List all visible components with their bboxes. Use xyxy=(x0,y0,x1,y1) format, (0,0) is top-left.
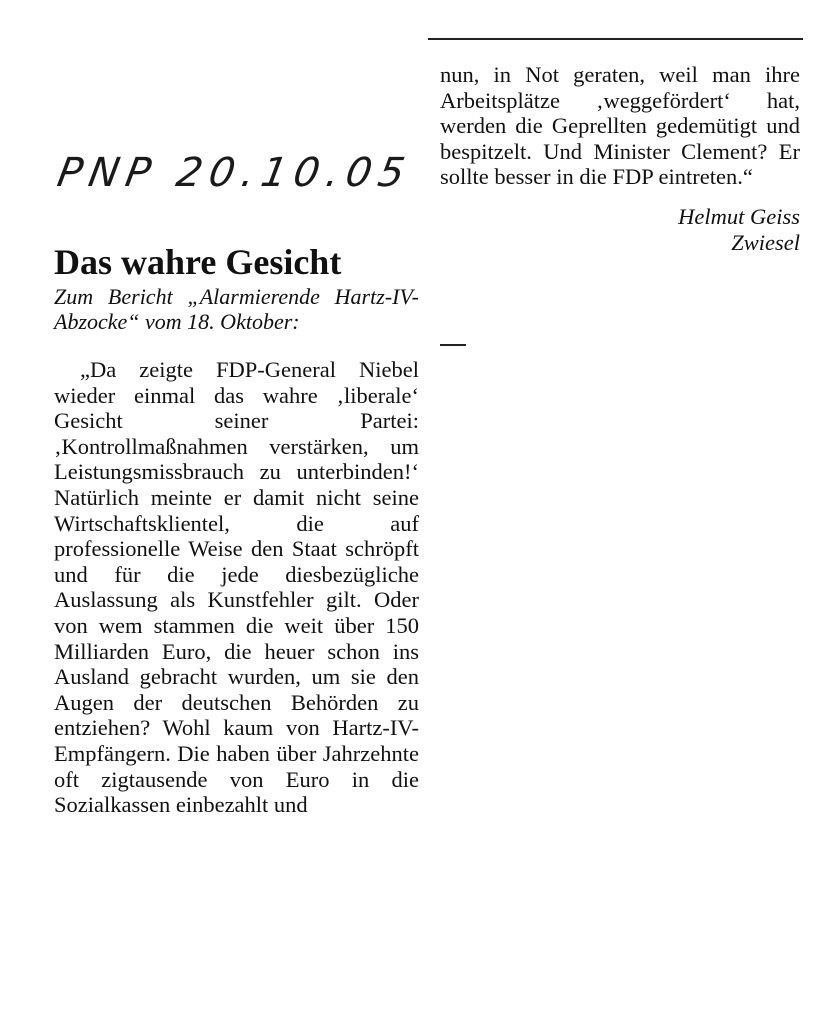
end-of-letter-dash xyxy=(440,344,466,346)
letter-reference-line: Zum Bericht „Alarmierende Hartz-IV-Abzocke“ vom 18. Oktober: xyxy=(54,284,419,334)
column-top-rule xyxy=(428,38,803,40)
author-name: Helmut Geiss xyxy=(678,203,800,229)
letter-headline: Das wahre Gesicht xyxy=(54,242,342,282)
letter-body-part-2: nun, in Not geraten, weil man ihre Arbeitsplätze ‚weggefördert‘ hat, werden die Geprellten gedemütigt und bespitzelt. Und Minister Clement? Er sollte besser in die FDP eintreten.“ xyxy=(440,62,800,190)
letter-body-part-1: „Da zeigte FDP-General Niebel wieder einmal das wahre ‚liberale‘ Gesicht seiner Partei: ‚Kontrollmaßnahmen verstärken, um Leistungsmissbrauch zu unterbinden!‘ Natürlich meinte er damit nicht seine Wirtschaftsklientel, die auf professionelle Weise den Staat schröpft und für die jede diesbezügliche Auslassung als Kunstfehler gilt. Oder von wem stammen die weit über 150 Milliarden Euro, die heuer schon ins Ausland gebracht wurden, um sie den Augen der deutschen Behörden zu entziehen? Wohl kaum von Hartz-IV-Empfängern. Die haben über Jahrzehnte oft zigtausende von Euro in die Sozialkassen einbezahlt und xyxy=(54,357,419,818)
letter-right-column xyxy=(440,62,800,255)
author-location: Zwiesel xyxy=(731,229,800,255)
letter-left-column xyxy=(54,240,419,818)
letter-signature xyxy=(440,204,800,255)
handwritten-date-note: PNP 20.10.05 xyxy=(53,150,416,196)
